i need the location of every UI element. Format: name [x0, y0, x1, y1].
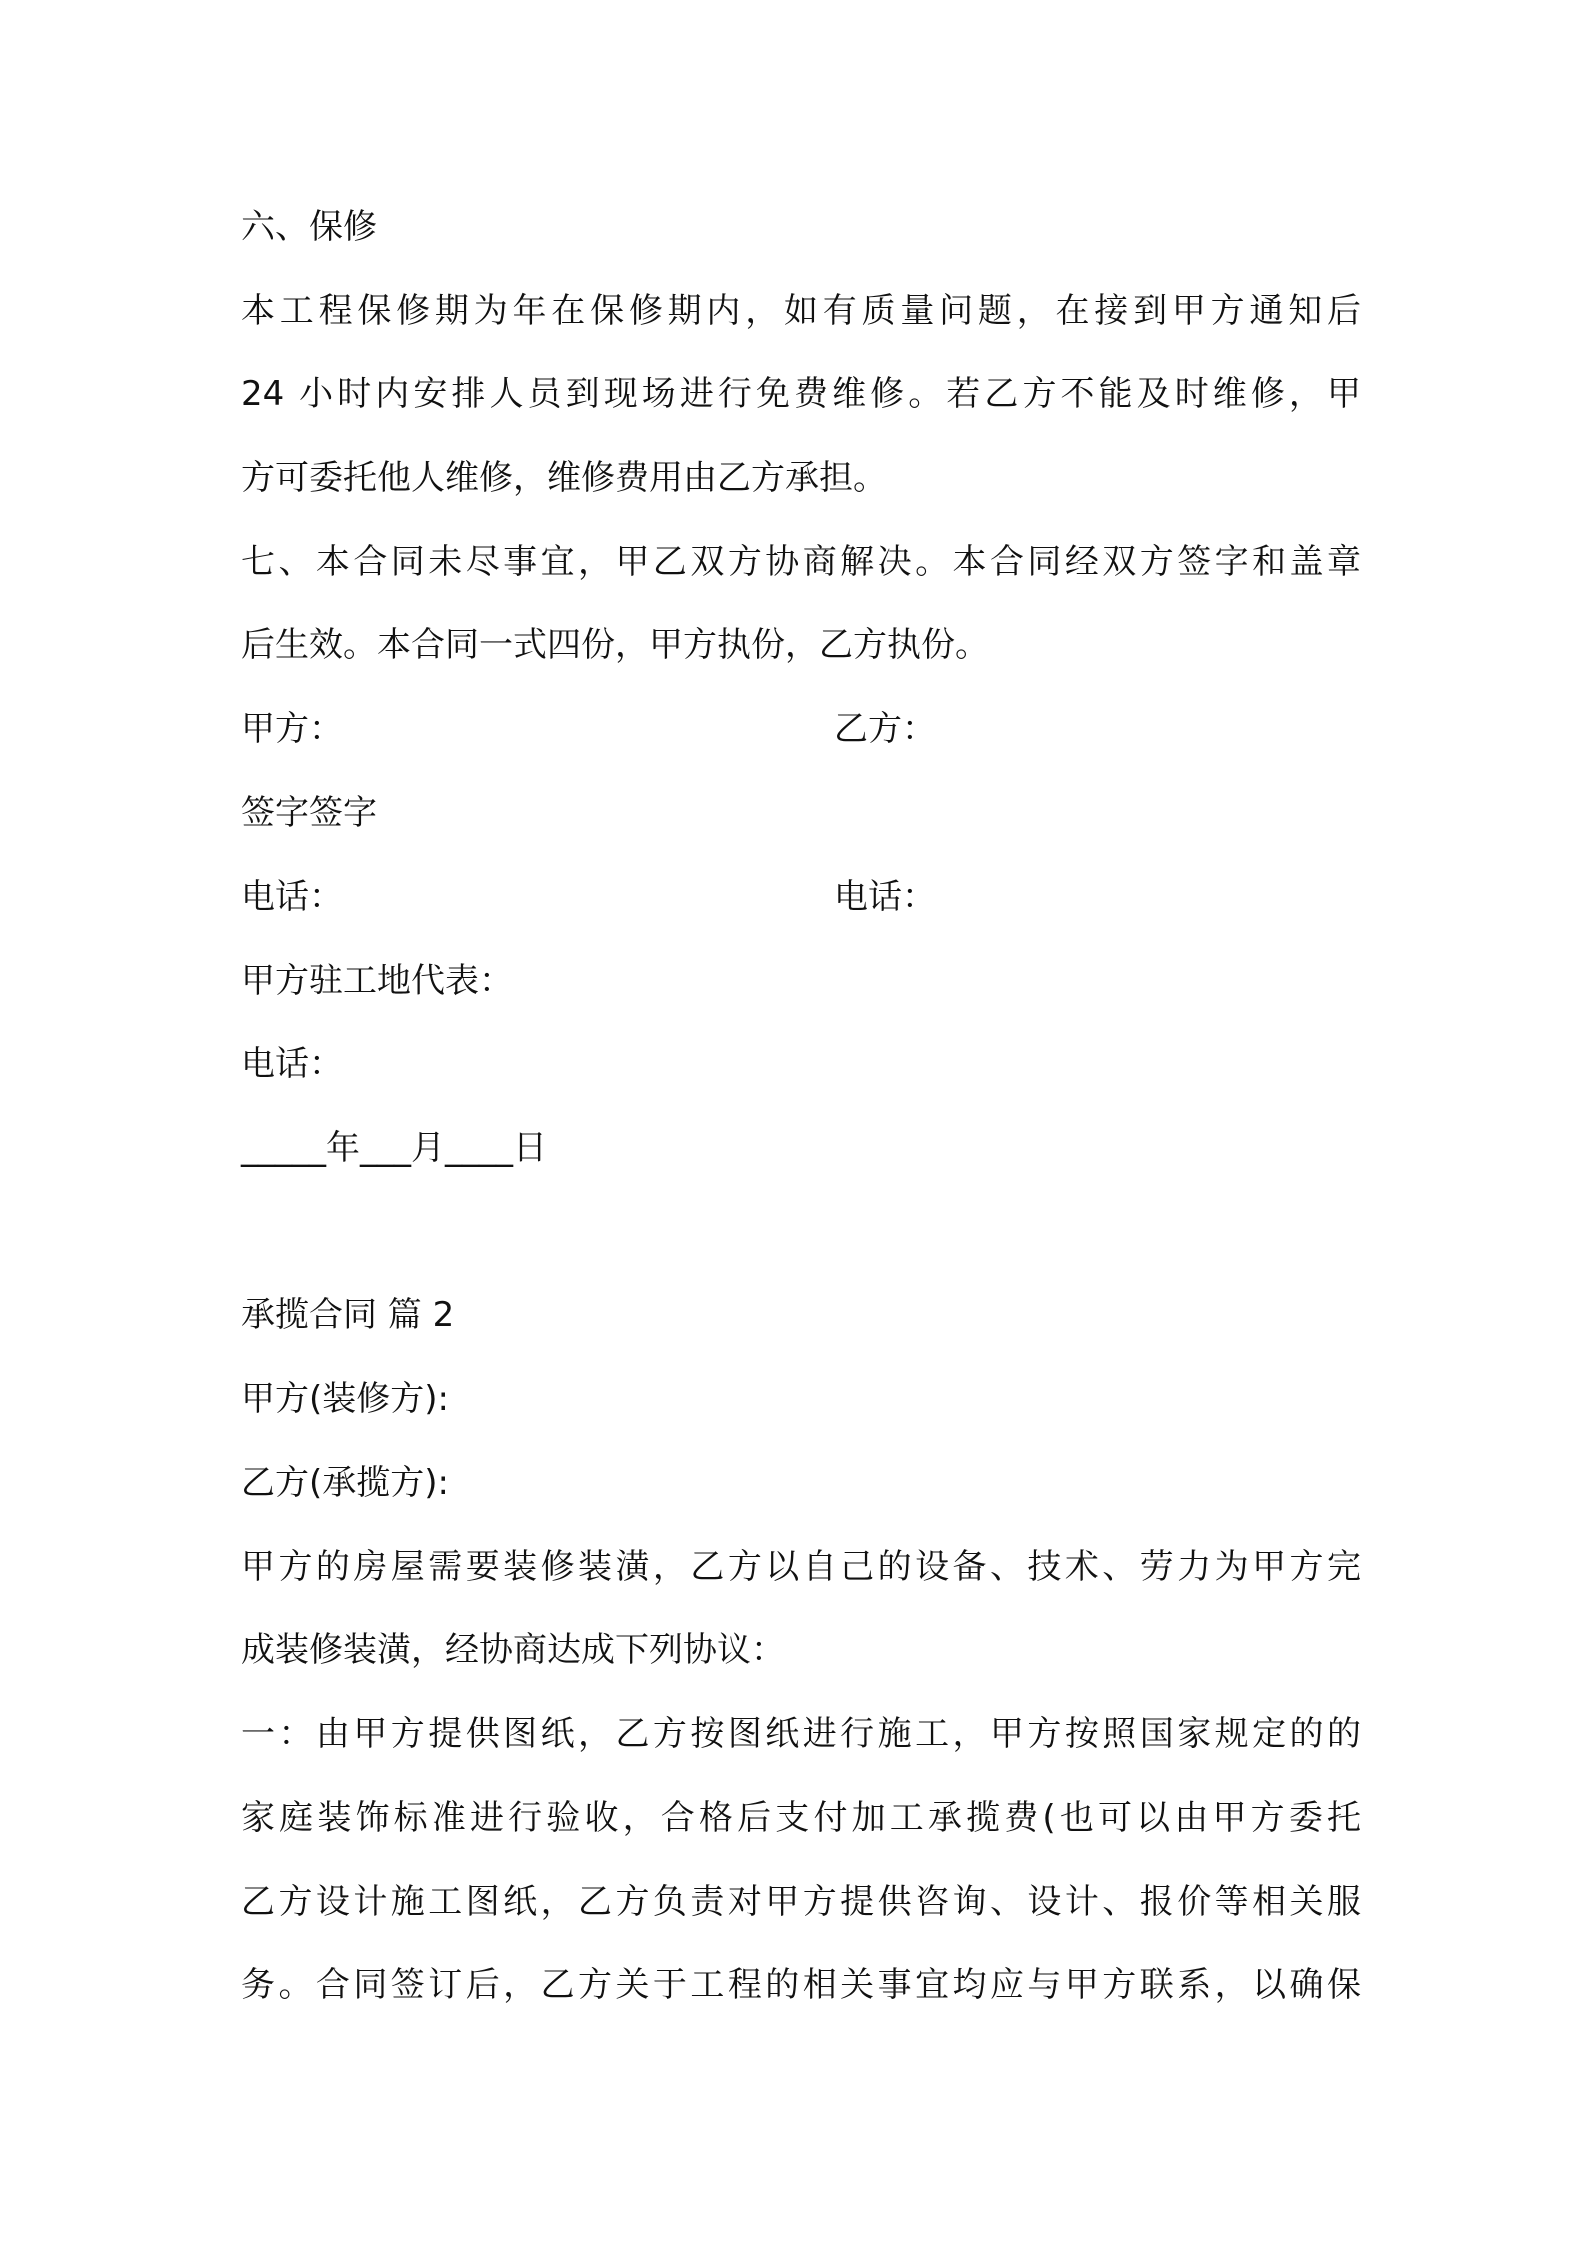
sign-label: 签字签字	[241, 793, 377, 833]
date-line: _____年___月____日	[241, 1128, 547, 1168]
clause-1-line-4: 务。合同签订后，乙方关于工程的相关事宜均应与甲方联系，以确保	[241, 1965, 1361, 2005]
site-rep-label: 甲方驻工地代表：	[241, 961, 513, 1001]
section-7-line-2: 后生效。本合同一式四份，甲方执份，乙方执份。	[241, 625, 989, 665]
contract-2-party-b: 乙方(承揽方):	[241, 1463, 449, 1503]
section-6-line-1: 本工程保修期为年在保修期内，如有质量问题，在接到甲方通知后	[241, 291, 1361, 331]
section-6-line-2: 24 小时内安排人员到现场进行免费维修。若乙方不能及时维修，甲	[241, 374, 1361, 414]
clause-1-line-3: 乙方设计施工图纸，乙方负责对甲方提供咨询、设计、报价等相关服	[241, 1882, 1361, 1922]
clause-1-line-2: 家庭装饰标准进行验收，合格后支付加工承揽费(也可以由甲方委托	[241, 1798, 1361, 1838]
section-6-heading: 六、保修	[241, 207, 377, 247]
clause-1-line-1: 一：由甲方提供图纸，乙方按图纸进行施工，甲方按照国家规定的的	[241, 1714, 1361, 1754]
party-a-label: 甲方：	[241, 709, 343, 749]
site-rep-phone-label: 电话：	[241, 1044, 343, 1084]
phone-b-label: 电话：	[834, 877, 936, 917]
section-6-line-3: 方可委托他人维修，维修费用由乙方承担。	[241, 458, 887, 498]
contract-2-party-a: 甲方(装修方):	[241, 1379, 449, 1419]
party-b-label: 乙方：	[834, 709, 936, 749]
section-7-line-1: 七、本合同未尽事宜，甲乙双方协商解决。本合同经双方签字和盖章	[241, 542, 1361, 582]
contract-2-title: 承揽合同 篇 2	[241, 1295, 455, 1335]
phone-a-label: 电话：	[241, 877, 343, 917]
contract-2-intro-line-1: 甲方的房屋需要装修装潢，乙方以自己的设备、技术、劳力为甲方完	[241, 1547, 1361, 1587]
contract-2-intro-line-2: 成装修装潢，经协商达成下列协议：	[241, 1630, 785, 1670]
